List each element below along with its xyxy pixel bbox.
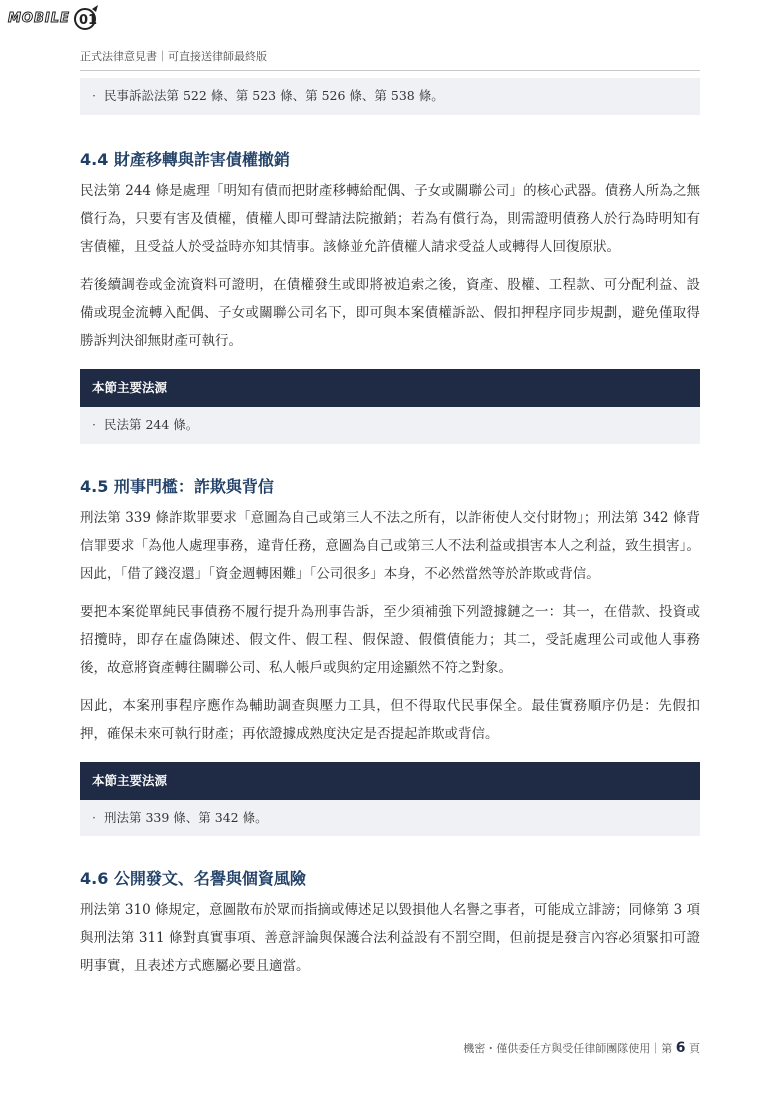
watermark-text: MOBILE xyxy=(8,10,70,26)
footer-text: 機密・僅供委任方與受任律師團隊使用｜第 xyxy=(463,1042,673,1055)
section-source-list xyxy=(80,407,700,444)
section-source-header: 本節主要法源 xyxy=(80,369,700,407)
svg-text:01: 01 xyxy=(78,13,97,28)
source-item: · 民事訴訟法第 522 條、第 523 條、第 526 條、第 538 條。 xyxy=(92,87,688,106)
document-body xyxy=(80,78,700,980)
paragraph: 要把本案從單純民事債務不履行提升為刑事告訴，至少須補強下列證據鏈之一：其一，在借款、投資或招攬時，即存在虛偽陳述、假文件、假工程、假保證、假償債能力；其二，受託處理公司或他人事務後，故意將資產轉往關聯公司、私人帳戶或與約定用途顯然不符之對象。 xyxy=(80,603,700,676)
section-heading-4-5: 4.5 刑事門檻：詐欺與背信 xyxy=(80,476,274,496)
paragraph: 若後續調卷或金流資料可證明，在債權發生或即將被追索之後，資產、股權、工程款、可分配利益、設備或現金流轉入配偶、子女或關聯公司名下，即可與本案債權訴訟、假扣押程序同步規劃，避免僅取得勝訴判決卻無財產可執行。 xyxy=(80,276,700,349)
section-heading-4-6: 4.6 公開發文、名譽與個資風險 xyxy=(80,869,306,889)
source-item: · 刑法第 339 條、第 342 條。 xyxy=(92,809,688,828)
footer-suffix: 頁 xyxy=(689,1042,700,1055)
mobile01-watermark xyxy=(8,4,102,32)
prev-section-source-list xyxy=(80,78,700,115)
page-footer xyxy=(463,1040,700,1056)
page-number: 6 xyxy=(675,1040,686,1056)
paragraph: 刑法第 339 條詐欺罪要求「意圖為自己或第三人不法之所有，以詐術使人交付財物」；刑法第 342 條背信罪要求「為他人處理事務，違背任務，意圖為自己或第三人不法利益或損害本人之利益，致生損害」。因此，「借了錢沒還」「資金週轉困難」「公司很多」本身，不必然當然等於詐欺或背信。 xyxy=(80,509,700,582)
watermark-logo-icon xyxy=(72,4,102,32)
section-heading-4-4: 4.4 財產移轉與詐害債權撤銷 xyxy=(80,149,290,169)
paragraph: 刑法第 310 條規定，意圖散布於眾而指摘或傳述足以毀損他人名譽之事者，可能成立誹謗；同條第 3 項與刑法第 311 條對真實事項、善意評論與保護合法利益設有不罰空間，但前提是發言內容必須緊扣可證明事實，且表述方式應屬必要且適當。 xyxy=(80,902,700,975)
running-header: 正式法律意見書｜可直接送律師最終版 xyxy=(80,48,700,71)
paragraph: 因此，本案刑事程序應作為輔助調查與壓力工具，但不得取代民事保全。最佳實務順序仍是：先假扣押，確保未來可執行財產；再依證據成熟度決定是否提起詐欺或背信。 xyxy=(80,697,700,742)
paragraph: 民法第 244 條是處理「明知有債而把財產移轉給配偶、子女或關聯公司」的核心武器。債務人所為之無償行為，只要有害及債權，債權人即可聲請法院撤銷；若為有償行為，則需證明債務人於行為時明知有害債權，且受益人於受益時亦知其情事。該條並允許債權人請求受益人或轉得人回復原狀。 xyxy=(80,182,700,255)
section-source-header: 本節主要法源 xyxy=(80,762,700,800)
source-item: · 民法第 244 條。 xyxy=(92,416,688,435)
section-source-list xyxy=(80,800,700,837)
